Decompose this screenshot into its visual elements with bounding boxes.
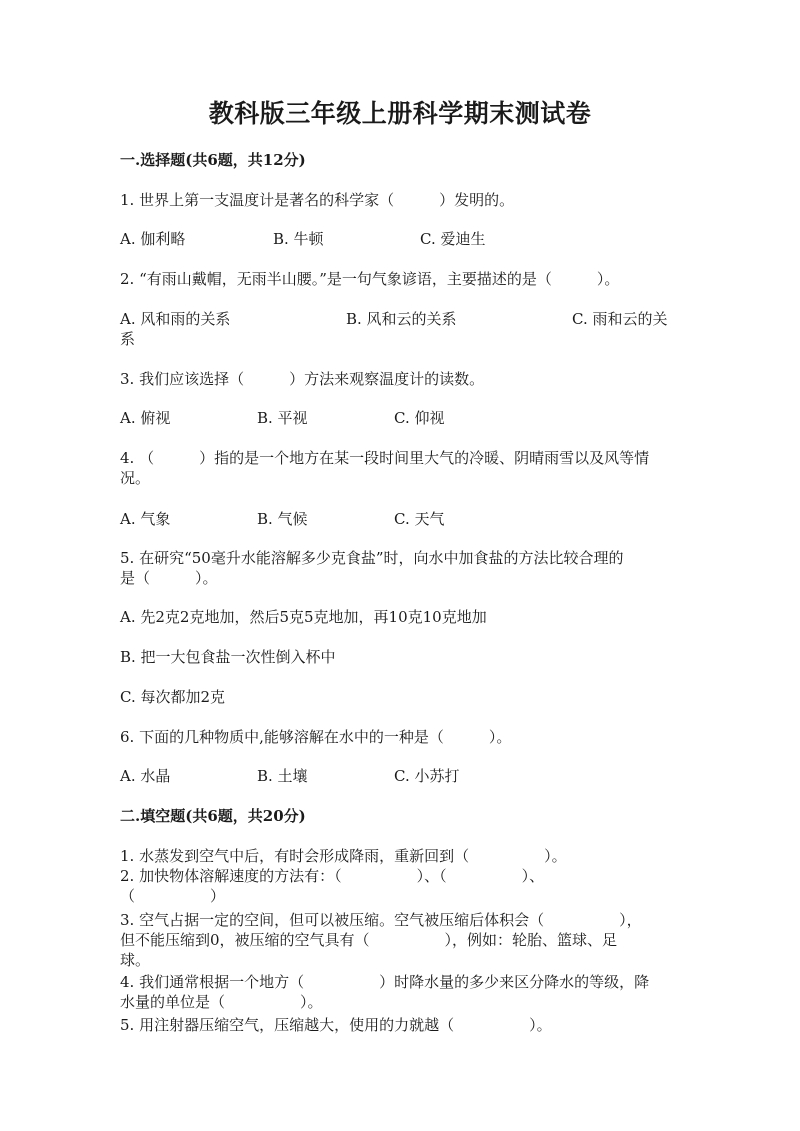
section-heading-fill-blank: 二.填空题(共6题，共20分) (120, 807, 306, 825)
question-4-option-c: C. 天气 (394, 510, 445, 528)
question-1-option-c: C. 爱迪生 (420, 230, 486, 248)
section-heading-choice: 一.选择题(共6题，共12分) (120, 151, 306, 169)
fill-blank-line: 2. 加快物体溶解速度的方法有：（ ）、（ ）、 (120, 867, 545, 885)
question-6-stem: 6. 下面的几种物质中,能够溶解在水中的一种是（ ）。 (120, 728, 512, 746)
fill-blank-line: 3. 空气占据一定的空间，但可以被压缩。空气被压缩后体积会（ ）， (120, 911, 642, 929)
question-2-option-c: C. 雨和云的关 (572, 310, 668, 328)
fill-blank-line: 水量的单位是（ ）。 (120, 993, 323, 1011)
question-2-option-a: A. 风和雨的关系 (120, 310, 231, 328)
question-3-stem: 3. 我们应该选择（ ）方法来观察温度计的读数。 (120, 370, 485, 388)
fill-blank-line: 5. 用注射器压缩空气，压缩越大，使用的力就越（ ）。 (120, 1016, 552, 1034)
page-title: 教科版三年级上册科学期末测试卷 (208, 99, 592, 128)
question-3-option-c: C. 仰视 (394, 409, 445, 427)
question-5-option-a: A. 先2克2克地加，然后5克5克地加，再10克10克地加 (120, 608, 487, 626)
question-4-stem-line1: 4. （ ）指的是一个地方在某一段时间里大气的冷暖、阴晴雨雪以及风等情 (120, 449, 650, 467)
question-1-option-b: B. 牛顿 (273, 230, 324, 248)
question-2-option-b: B. 风和云的关系 (346, 310, 457, 328)
question-6-option-c: C. 小苏打 (394, 767, 460, 785)
fill-blank-line: 但不能压缩到0，被压缩的空气具有（ ），例如：轮胎、篮球、足 (120, 931, 618, 949)
question-3-option-a: A. 俯视 (120, 409, 171, 427)
question-5-option-c: C. 每次都加2克 (120, 688, 226, 706)
fill-blank-line: 4. 我们通常根据一个地方（ ）时降水量的多少来区分降水的等级，降 (120, 973, 650, 991)
question-4-option-a: A. 气象 (120, 510, 171, 528)
question-1-option-a: A. 伽利略 (120, 230, 186, 248)
question-6-option-b: B. 土壤 (257, 767, 308, 785)
question-2-stem: 2. “有雨山戴帽，无雨半山腰。”是一句气象谚语，主要描述的是（ ）。 (120, 270, 620, 288)
fill-blank-line: （ ） (120, 887, 226, 905)
question-6-option-a: A. 水晶 (120, 767, 171, 785)
fill-blank-line: 1. 水蒸发到空气中后，有时会形成降雨，重新回到（ ）。 (120, 847, 567, 865)
fill-blank-line: 球。 (120, 951, 151, 969)
question-2-option-c-wrap: 系 (120, 330, 136, 348)
question-5-stem-line2: 是（ ）。 (120, 569, 218, 587)
question-5-option-b: B. 把一大包食盐一次性倒入杯中 (120, 648, 336, 666)
question-1-stem: 1. 世界上第一支温度计是著名的科学家（ ）发明的。 (120, 191, 515, 209)
question-4-stem-line2: 况。 (120, 469, 151, 487)
question-3-option-b: B. 平视 (257, 409, 308, 427)
question-5-stem-line1: 5. 在研究“50毫升水能溶解多少克食盐”时，向水中加食盐的方法比较合理的 (120, 549, 624, 567)
question-4-option-b: B. 气候 (257, 510, 308, 528)
